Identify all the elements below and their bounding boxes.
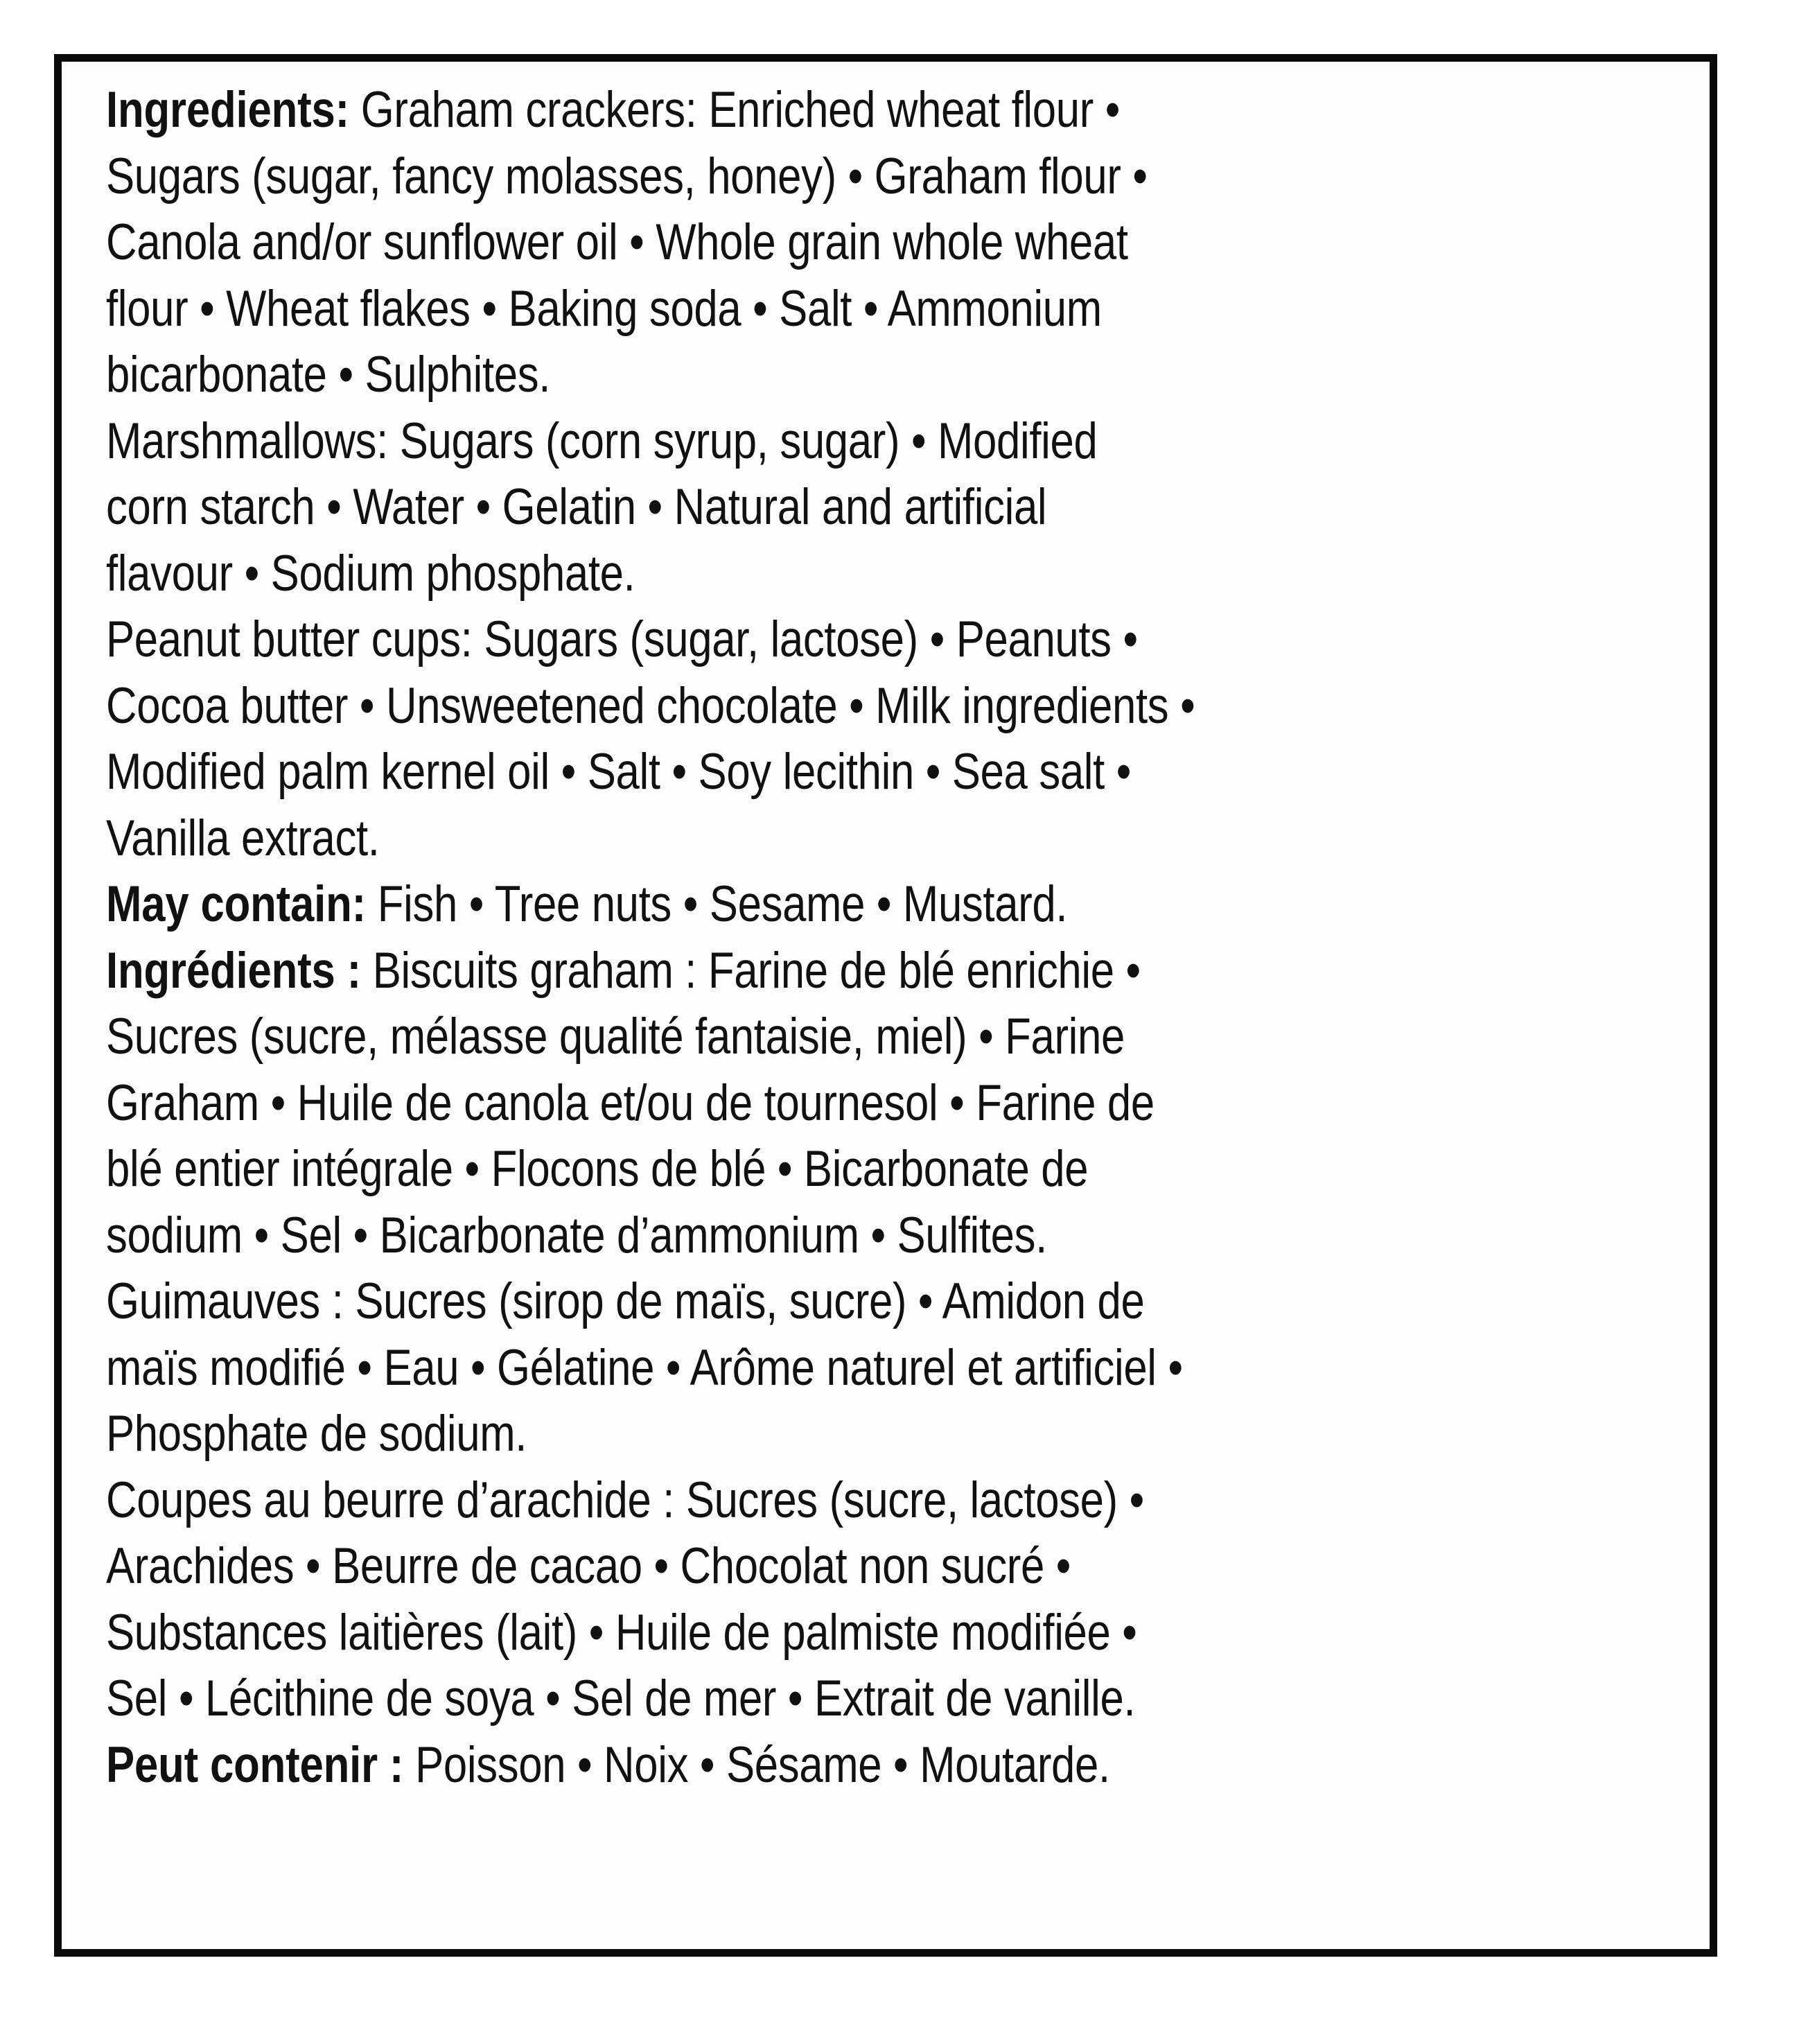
ingredient-line <box>106 77 1441 143</box>
ingredient-line <box>106 1600 1441 1666</box>
ingredient-line-text: Arachides • Beurre de cacao • Chocolat non sucré • <box>106 1538 1071 1594</box>
ingredient-line-text: Cocoa butter • Unsweetened chocolate • Milk ingredients • <box>106 677 1195 734</box>
ingredient-line-text: Coupes au beurre d’arachide : Sucres (sucre, lactose) • <box>106 1471 1144 1528</box>
ingredient-line-text: Marshmallows: Sugars (corn syrup, sugar) • Modified <box>106 412 1098 469</box>
ingredient-line-text: Sucres (sucre, mélasse qualité fantaisie, miel) • Farine <box>106 1008 1125 1065</box>
ingredient-line-text: Biscuits graham : Farine de blé enrichie • <box>360 942 1141 999</box>
ingredients-heading-fr: Ingrédients : <box>106 942 361 999</box>
ingredient-line <box>106 541 1441 607</box>
ingredient-line <box>106 1732 1441 1799</box>
ingredient-line <box>106 1467 1441 1534</box>
label-border-frame <box>54 54 1717 1957</box>
ingredient-line <box>106 1533 1441 1600</box>
may-contain-heading-fr: Peut contenir : <box>106 1736 404 1793</box>
ingredient-line <box>106 606 1441 673</box>
ingredient-line-text: sodium • Sel • Bicarbonate d’ammonium • Sulfites. <box>106 1207 1047 1264</box>
ingredient-line <box>106 1203 1441 1269</box>
ingredient-line-text: corn starch • Water • Gelatin • Natural and artificial <box>106 479 1047 535</box>
ingredient-line-text: bicarbonate • Sulphites. <box>106 347 551 403</box>
ingredient-line <box>106 1070 1441 1137</box>
ingredient-line <box>106 1401 1441 1467</box>
label-text-block <box>106 77 1686 1942</box>
ingredient-line <box>106 1004 1441 1070</box>
ingredient-line <box>106 408 1441 475</box>
ingredient-line-text: Fish • Tree nuts • Sesame • Mustard. <box>365 876 1068 932</box>
ingredient-line-text: Poisson • Noix • Sésame • Moutarde. <box>403 1736 1110 1793</box>
ingredient-line <box>106 1335 1441 1401</box>
ingredient-line <box>106 342 1441 408</box>
ingredient-line <box>106 938 1441 1004</box>
ingredient-line <box>106 739 1441 805</box>
ingredient-line-text: Vanilla extract. <box>106 810 380 866</box>
ingredient-line-text: Guimauves : Sucres (sirop de maïs, sucre) • Amidon de <box>106 1273 1145 1329</box>
ingredient-line <box>106 474 1441 541</box>
ingredient-line <box>106 143 1441 210</box>
ingredient-line-text: maïs modifié • Eau • Gélatine • Arôme naturel et artificiel • <box>106 1339 1183 1396</box>
ingredient-line <box>106 1268 1441 1335</box>
ingredient-line <box>106 805 1441 872</box>
ingredient-line <box>106 673 1441 740</box>
ingredient-line <box>106 1666 1441 1732</box>
ingredient-line-text: Phosphate de sodium. <box>106 1406 527 1462</box>
may-contain-heading-en: May contain: <box>106 876 366 932</box>
ingredient-line <box>106 276 1441 342</box>
ingredient-line-text: flour • Wheat flakes • Baking soda • Salt • Ammonium <box>106 280 1102 337</box>
ingredient-line-text: Peanut butter cups: Sugars (sugar, lactose) • Peanuts • <box>106 611 1138 667</box>
ingredient-line-text: Graham crackers: Enriched wheat flour • <box>349 82 1120 138</box>
ingredient-line <box>106 1136 1441 1203</box>
ingredient-line-text: blé entier intégrale • Flocons de blé • Bicarbonate de <box>106 1141 1089 1197</box>
ingredient-line-text: Sugars (sugar, fancy molasses, honey) • Graham flour • <box>106 148 1148 204</box>
ingredient-line-text: Substances laitières (lait) • Huile de palmiste modifiée • <box>106 1604 1137 1661</box>
ingredient-line-text: Graham • Huile de canola et/ou de tournesol • Farine de <box>106 1074 1155 1131</box>
ingredient-line-text: Sel • Lécithine de soya • Sel de mer • Extrait de vanille. <box>106 1670 1136 1727</box>
ingredient-line-text: Canola and/or sunflower oil • Whole grain whole wheat <box>106 214 1128 270</box>
ingredients-heading-en: Ingredients: <box>106 82 349 138</box>
ingredient-line <box>106 209 1441 276</box>
ingredient-line <box>106 871 1441 938</box>
ingredient-line-text: Modified palm kernel oil • Salt • Soy lecithin • Sea salt • <box>106 744 1132 800</box>
ingredient-line-text: flavour • Sodium phosphate. <box>106 545 635 602</box>
